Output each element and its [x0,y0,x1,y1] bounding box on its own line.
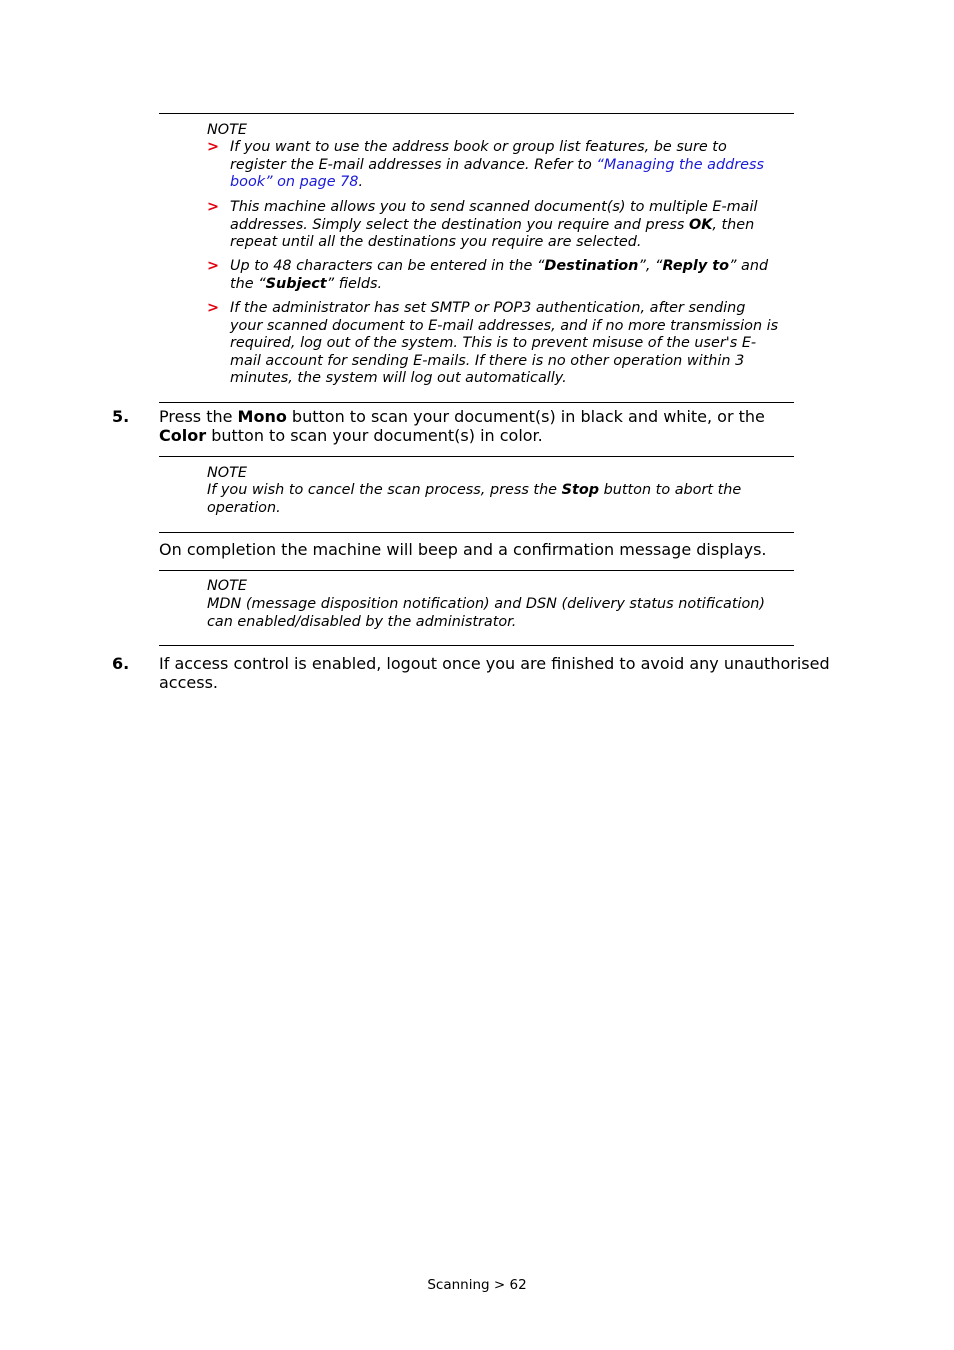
note-label: NOTE [207,465,247,481]
step-text: If access control is enabled, logout once you are finished to avoid any unauthorised access. [159,654,830,693]
note-label: NOTE [207,122,247,138]
bullet-arrow-icon: > [207,139,220,155]
step-text: Press the Mono button to scan your document(s) in black and white, or the Color button to scan your document(s) in color. [159,407,765,446]
bullet-text: Up to 48 characters can be entered in the “Destination”, “Reply to” and the “Subject” fields. [230,258,769,292]
note-bullet [207,300,782,388]
address-book-link[interactable]: “Managing the address book” on page 78 [230,156,764,191]
step-number: 6. [112,654,130,673]
bullet-arrow-icon: > [207,199,220,215]
bullet-text: If you want to use the address book or group list features, be sure to register the E-mail addresses in advance. Refer to “Managing the address book” on page 78. [230,139,764,191]
rule-divider [159,402,794,403]
bullet-text: If the administrator has set SMTP or POP3 authentication, after sending your scanned document to E-mail addresses, and if no more transmission is required, log out of the system. This is to prevent misuse of the user's E-mail account for sending E-mails. If there is no other operation within 3 minutes, the system will log out automatically. [230,300,779,387]
rule-divider [159,570,794,571]
note-bullet [207,258,782,293]
completion-text: On completion the machine will beep and a confirmation message displays. [159,540,767,559]
rule-divider [159,532,794,533]
note-label: NOTE [207,578,247,594]
bullet-text: This machine allows you to send scanned document(s) to multiple E-mail addresses. Simply select the destination you require and press OK, then repeat until all the destinations you require are selected. [230,199,758,251]
rule-divider [159,456,794,457]
note-bullet [207,139,782,192]
rule-top [159,113,794,114]
rule-divider [159,645,794,646]
step-number: 5. [112,407,130,426]
bullet-arrow-icon: > [207,258,220,274]
bullet-arrow-icon: > [207,300,220,316]
note-text: MDN (message disposition notification) and DSN (delivery status notification) can enabled/disabled by the administrator. [207,596,765,630]
note-text: If you wish to cancel the scan process, press the Stop button to abort the operation. [207,482,742,516]
note-bullet [207,199,782,252]
page-footer: Scanning > 62 [427,1277,527,1293]
